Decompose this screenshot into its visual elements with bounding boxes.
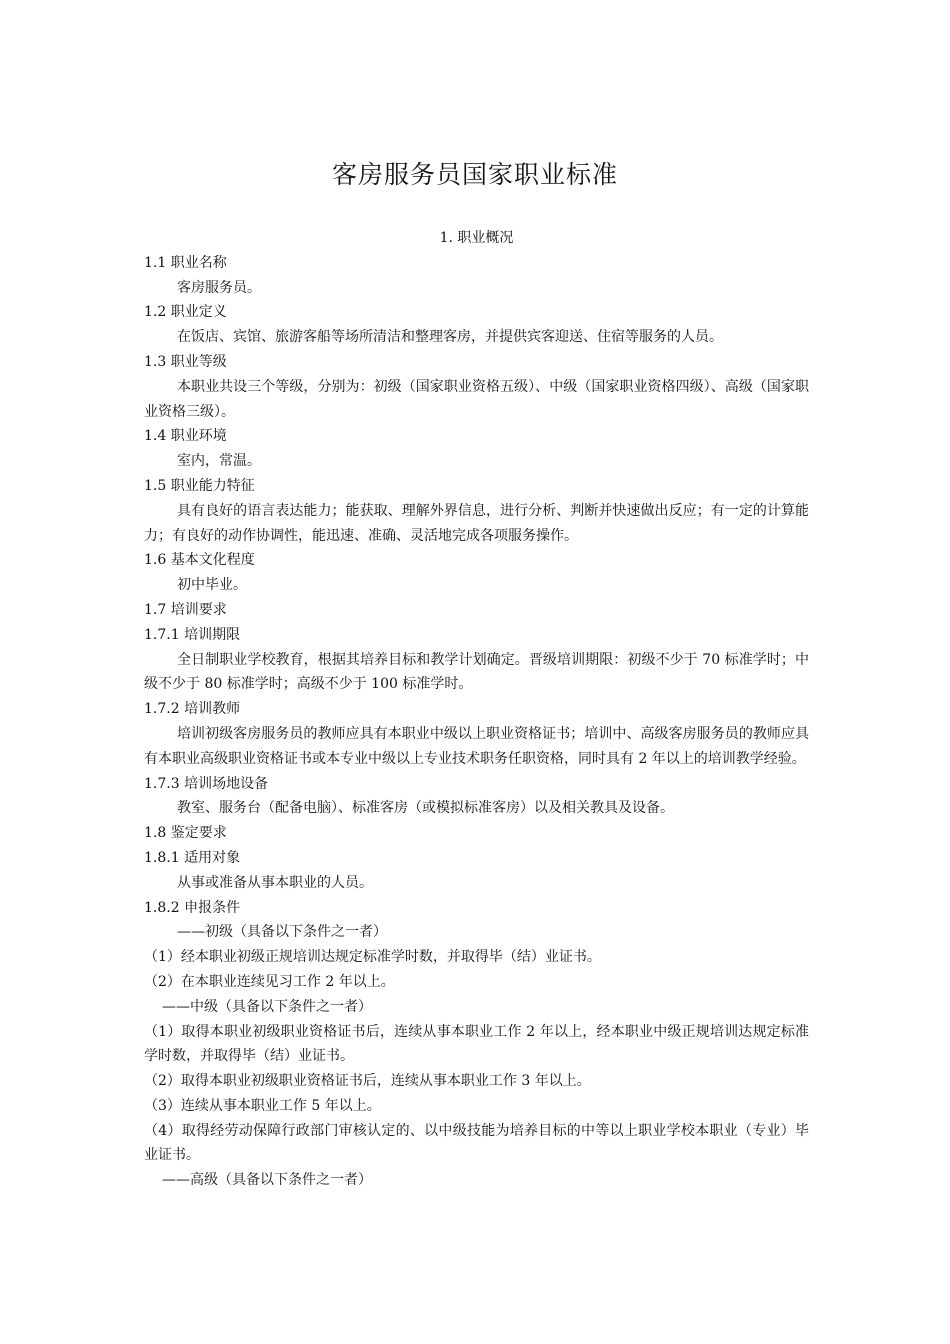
heading-1-1: 1.1 职业名称 [144,254,227,271]
intermediate-condition-2: （2）取得本职业初级职业资格证书后，连续从事本职业工作 3 年以上。 [144,1073,591,1090]
intermediate-level-label: ——中级（具备以下条件之一者） [162,998,372,1015]
paragraph-1-2: 在饭店、宾馆、旅游客船等场所清洁和整理客房，并提供宾客迎送、住宿等服务的人员。 [177,329,723,346]
junior-condition-1: （1）经本职业初级正规培训达规定标准学时数，并取得毕（结）业证书。 [144,949,601,966]
heading-1-6: 1.6 基本文化程度 [144,552,255,569]
document-title: 客房服务员国家职业标准 [331,160,618,189]
intermediate-condition-1: （1）取得本职业初级职业资格证书后，连续从事本职业工作 2 年以上，经本职业中级正规培训达规定标准学时数，并取得毕（结）业证书。 [144,1023,809,1065]
senior-level-label: ——高级（具备以下条件之一者） [162,1172,372,1189]
heading-1-7-2: 1.7.2 培训教师 [144,701,241,718]
paragraph-1-8-1: 从事或准备从事本职业的人员。 [177,874,373,891]
heading-1-5: 1.5 职业能力特征 [144,477,255,494]
paragraph-1-3: 本职业共设三个等级，分别为：初级（国家职业资格五级）、中级（国家职业资格四级）、高级（国家职业资格三级）。 [144,378,809,420]
heading-1-7: 1.7 培训要求 [144,601,227,618]
paragraph-1-6: 初中毕业。 [177,577,247,594]
heading-1-8-1: 1.8.1 适用对象 [144,849,241,866]
heading-1-3: 1.3 职业等级 [144,353,227,370]
paragraph-1-7-3: 教室、服务台（配备电脑）、标准客房（或模拟标准客房）以及相关教具及设备。 [177,800,674,817]
document-body [144,226,809,1193]
junior-condition-2: （2）在本职业连续见习工作 2 年以上。 [144,973,395,990]
intermediate-condition-3: （3）连续从事本职业工作 5 年以上。 [144,1097,381,1114]
paragraph-1-7-2: 培训初级客房服务员的教师应具有本职业中级以上职业资格证书；培训中、高级客房服务员的教师应具有本职业高级职业资格证书或本专业中级以上专业技术职务任职资格，同时具有 2 年以上的培训教学经验。 [144,725,809,767]
paragraph-1-5: 具有良好的语言表达能力；能获取、理解外界信息，进行分析、判断并快速做出反应；有一定的计算能力；有良好的动作协调性，能迅速、准确、灵活地完成各项服务操作。 [144,502,809,544]
section-heading: 1. 职业概况 [439,230,514,246]
junior-level-label: ——初级（具备以下条件之一者） [177,924,387,941]
paragraph-1-7-1: 全日制职业学校教育，根据其培养目标和教学计划确定。晋级培训期限：初级不少于 70 标准学时；中级不少于 80 标准学时；高级不少于 100 标准学时。 [144,651,809,693]
heading-1-7-1: 1.7.1 培训期限 [144,626,241,643]
heading-1-4: 1.4 职业环境 [144,428,227,445]
heading-1-8: 1.8 鉴定要求 [144,825,227,842]
heading-1-2: 1.2 职业定义 [144,304,227,321]
heading-1-7-3: 1.7.3 培训场地设备 [144,775,269,792]
heading-1-8-2: 1.8.2 申报条件 [144,899,241,916]
intermediate-condition-4: （4）取得经劳动保障行政部门审核认定的、以中级技能为培养目标的中等以上职业学校本职业（专业）毕业证书。 [144,1122,809,1164]
paragraph-1-1: 客房服务员。 [177,279,261,296]
paragraph-1-4: 室内，常温。 [177,453,261,470]
